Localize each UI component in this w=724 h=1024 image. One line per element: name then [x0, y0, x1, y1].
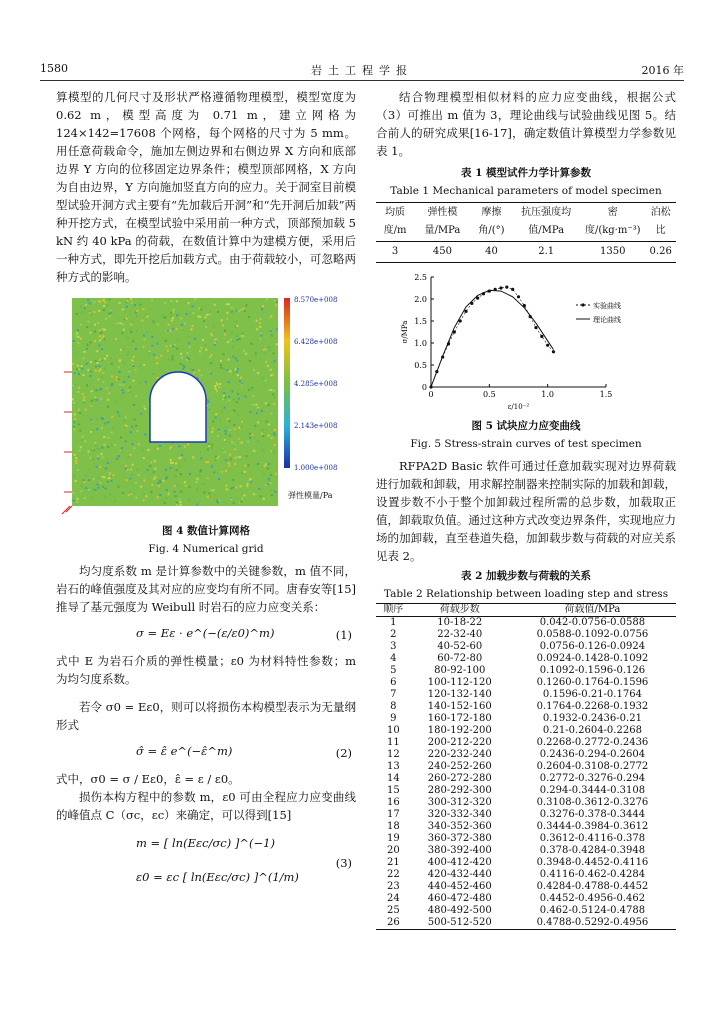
data-point-experimental: [464, 310, 467, 313]
tunnel-opening: [150, 372, 206, 442]
equation-number: (2): [335, 746, 352, 760]
data-point-experimental: [552, 350, 555, 353]
y-tick-label: 2.5: [414, 273, 427, 282]
table-cell: 500-512-520: [411, 917, 509, 930]
table-cell: 20: [386, 845, 400, 856]
y-tick-label: 1.5: [414, 317, 427, 326]
data-point-experimental: [540, 335, 543, 338]
table-cell: 5: [390, 665, 397, 676]
table-cell: 140-152-160: [427, 701, 492, 712]
data-point-experimental: [441, 355, 444, 358]
table-body: [376, 617, 676, 930]
table-cell: 0.1596-0.21-0.1764: [542, 689, 642, 700]
color-bar: [284, 298, 290, 468]
table-cell: 2.1: [512, 242, 580, 263]
table-cell: 17: [386, 809, 400, 820]
paragraph: 结合物理模型相似材料的应力应变曲线，根据公式（3）可推出 m 值为 3，理论曲线与试验曲线见图 5。结合前人的研究成果[16-17]，确定数值计算模型力学参数见表 1。: [376, 90, 676, 158]
equation-number: (3): [335, 856, 352, 870]
numerical-grid-image: [56, 292, 356, 522]
table-cell: 22: [386, 869, 400, 880]
legend-label: 实验曲线: [593, 302, 621, 310]
table-row: [376, 713, 676, 725]
table-row: [376, 833, 676, 845]
y-axis-label: σ/MPa: [401, 320, 409, 344]
colorbar-unit: 弹性模量/Pa: [288, 491, 333, 500]
equation-body: σ̂ = ε̂ e^(−ε̂^m): [136, 744, 233, 758]
table-cell: 0.378-0.4284-0.3948: [539, 845, 646, 856]
table-row: [376, 893, 676, 905]
table-cell: 300-312-320: [427, 797, 492, 808]
table-2: [376, 603, 676, 930]
data-point-experimental: [511, 288, 514, 291]
table-cell: 13: [386, 761, 400, 772]
data-point-experimental: [505, 286, 508, 289]
figure-caption-cn: 图 5 试块应力应变曲线: [471, 420, 581, 432]
table-header: 顺序: [376, 604, 411, 617]
paragraph: 若令 σ0 = Eε0，则可以将损伤本构模型表示为无量纲形式: [56, 700, 356, 732]
figure-5: [376, 267, 676, 417]
data-point-experimental: [435, 370, 438, 373]
paragraph: 算模型的几何尺寸及形状严格遵循物理模型，模型宽度为 0.62 m，模型高度为 0.71 m，建立网格为124×142=17608 个网格，每个网格的尺寸为 5 mm。用任意荷载命令，施加左侧边界和右侧边界 X 方向和底部边界 Y 方向的位移固定边界条件；模型顶部网格，X 方向为自由边界，Y 方向施加竖直方向的应力。关于洞室目前模型试验开洞方式主要有“先加载后开洞”和“先开洞后加载”两种开挖方式，在模型试验中采用前一种方式，顶部预加载 5 kN 约 40 kPa 的荷载，在数值计算中为建模方便，采用后一种方式，即先开挖后加载方式。由于荷载较小，可忽略两种方式的影响。: [56, 90, 356, 284]
equation-description: 式中 E 为岩石介质的弹性模量；ε0 为材料特性参数；m 为均匀度系数。: [56, 654, 356, 686]
equation-body: ε0 = εc [ ln(Eεc/σc) ]^(1/m): [136, 870, 299, 884]
table-cell: 380-392-400: [427, 845, 492, 856]
figure-caption-en: Fig. 4 Numerical grid: [148, 543, 264, 555]
table-cell: 360-372-380: [427, 833, 492, 844]
table-cell: 10-18-22: [437, 617, 483, 628]
table-row: [376, 701, 676, 713]
table-cell: 0.3948-0.4452-0.4116: [536, 857, 649, 868]
table-cell: 9: [390, 713, 397, 724]
table-row: [376, 242, 676, 263]
table-cell: 11: [386, 737, 400, 748]
equation-3: [56, 824, 356, 904]
figure-caption-en: Fig. 5 Stress-strain curves of test specimen: [410, 438, 642, 450]
equation-2: [56, 734, 356, 770]
page-number: 1580: [40, 62, 68, 75]
table-cell: 24: [386, 893, 400, 904]
table-caption-en: Table 2 Relationship between loading step and stress: [383, 588, 669, 600]
data-point-experimental: [482, 292, 485, 295]
boundary-markers: [62, 372, 72, 514]
legend-label: 理论曲线: [593, 316, 621, 324]
table-cell: 0.462-0.5124-0.4788: [539, 905, 646, 916]
table-cell: 40-52-60: [437, 641, 483, 652]
table-cell: 0.2604-0.3108-0.2772: [536, 761, 649, 772]
page-header: [40, 62, 684, 81]
table-row: [376, 809, 676, 821]
colorbar-label: 8.570e+008: [294, 296, 338, 304]
table-row: [376, 797, 676, 809]
table-cell: 3: [390, 641, 397, 652]
table-cell: 0.2772-0.3276-0.294: [539, 773, 646, 784]
table-header: 荷载步数: [411, 604, 509, 617]
table-row: [376, 761, 676, 773]
table-cell: 200-212-220: [427, 737, 492, 748]
table-cell: 440-452-460: [427, 881, 492, 892]
x-axis-label: ε/10⁻²: [507, 403, 530, 411]
table-row: [376, 653, 676, 665]
stress-strain-chart: [376, 267, 676, 417]
table-row: [376, 689, 676, 701]
equation-number: (1): [335, 628, 352, 642]
table-row: [376, 821, 676, 833]
series-line-theory: [431, 290, 554, 387]
table-cell: 1: [390, 617, 397, 628]
figure-4: [56, 292, 356, 522]
table-cell: 0.21-0.2604-0.2268: [542, 725, 642, 736]
x-tick-label: 1.0: [541, 390, 555, 399]
data-point-experimental: [470, 302, 473, 305]
paragraph: 损伤本构方程中的参数 m，ε0 可由全程应力应变曲线的峰值点 C（σc，εc）来确定，可以得到[15]: [56, 790, 356, 822]
legend-marker-experimental: [581, 303, 584, 306]
table-cell: 0.0588-0.1092-0.0756: [536, 629, 649, 640]
table-cell: 0.0924-0.1428-0.1092: [536, 653, 649, 664]
data-point-experimental: [476, 297, 479, 300]
table-cell: 0.4788-0.5292-0.4956: [509, 917, 676, 930]
table-cell: 120-132-140: [427, 689, 492, 700]
data-point-experimental: [488, 289, 491, 292]
table-header: 泊松比: [645, 203, 676, 242]
table-cell: 10: [386, 725, 400, 736]
table-cell: 280-292-300: [427, 785, 492, 796]
journal-name: 岩土工程学报: [311, 64, 413, 77]
table-cell: 0.3444-0.3984-0.3612: [536, 821, 649, 832]
table-row: [376, 737, 676, 749]
table-cell: 160-172-180: [427, 713, 492, 724]
colorbar-label: 4.285e+008: [294, 380, 338, 388]
y-tick-label: 0: [421, 383, 427, 392]
table-1: [376, 202, 676, 263]
table-row: [376, 677, 676, 689]
data-point-experimental: [429, 385, 432, 388]
table-row: [376, 881, 676, 893]
table-header: 摩擦角/(°): [471, 203, 512, 242]
table-row: [376, 725, 676, 737]
table-header: 均质度/m: [376, 203, 414, 242]
table-cell: 260-272-280: [427, 773, 492, 784]
figure-caption-cn: 图 4 数值计算网格: [161, 525, 251, 537]
table-cell: 0.3108-0.3612-0.3276: [536, 797, 649, 808]
paragraph: 均匀度系数 m 是计算参数中的关键参数，m 值不同，岩石的峰值强度及其对应的应变均有所不同。唐春安等[15]推导了基元强度为 Weibull 时岩石的应力应变关系：: [56, 564, 356, 614]
table-cell: 2: [390, 629, 397, 640]
colorbar-label: 2.143e+008: [294, 422, 338, 430]
equation-description: 式中，σ0 = σ / Eε0，ε̂ = ε / ε0。: [56, 772, 240, 786]
table-cell: 80-92-100: [434, 665, 486, 676]
right-column: [376, 88, 676, 930]
table-cell: 16: [386, 797, 400, 808]
table-cell: 0.042-0.0756-0.0588: [539, 617, 646, 628]
table-cell: 460-472-480: [427, 893, 492, 904]
y-tick-label: 0.5: [414, 361, 427, 370]
table-cell: 100-112-120: [427, 677, 492, 688]
table-cell: 23: [386, 881, 400, 892]
table-header: 抗压强度均值/MPa: [512, 203, 580, 242]
table-header: 弹性模量/MPa: [414, 203, 471, 242]
table-cell: 40: [471, 242, 512, 263]
table-row: [376, 641, 676, 653]
data-point-experimental: [494, 288, 497, 291]
table-cell: 320-332-340: [427, 809, 492, 820]
table-row: [376, 905, 676, 917]
table-row: [376, 869, 676, 881]
table-cell: 22-32-40: [437, 629, 483, 640]
table-cell: 0.3276-0.378-0.3444: [539, 809, 646, 820]
data-point-experimental: [447, 342, 450, 345]
table-cell: 0.294-0.3444-0.3108: [539, 785, 646, 796]
table-row: [376, 617, 676, 630]
table-cell: 8: [390, 701, 397, 712]
table-row: [376, 845, 676, 857]
table-cell: 0.4284-0.4788-0.4452: [536, 881, 649, 892]
table-caption-en: Table 1 Mechanical parameters of model specimen: [390, 185, 662, 197]
data-point-experimental: [499, 286, 502, 289]
table-cell: 7: [390, 689, 397, 700]
colorbar-label: 6.428e+008: [294, 338, 338, 346]
table-cell: 1350: [580, 242, 645, 263]
table-row: [376, 629, 676, 641]
x-tick-label: 0: [428, 390, 434, 399]
table-cell: 450: [414, 242, 471, 263]
table-cell: 480-492-500: [427, 905, 492, 916]
data-point-experimental: [529, 315, 532, 318]
data-point-experimental: [523, 304, 526, 307]
y-tick-label: 2.0: [414, 295, 427, 304]
y-tick-label: 1.0: [414, 339, 427, 348]
equation-1: [56, 616, 356, 652]
data-point-experimental: [459, 319, 462, 322]
table-cell: 12: [386, 749, 400, 760]
table-cell: 26: [376, 917, 411, 930]
data-point-experimental: [517, 295, 520, 298]
table-cell: 0.1932-0.2436-0.21: [542, 713, 642, 724]
table-cell: 0.2436-0.294-0.2604: [539, 749, 646, 760]
table-cell: 0.4452-0.4956-0.462: [539, 893, 646, 904]
year: 2016 年: [641, 64, 684, 77]
table-cell: 340-352-360: [427, 821, 492, 832]
table-header: 密度/(kg·m⁻³): [580, 203, 645, 242]
table-cell: 180-192-200: [427, 725, 492, 736]
table-cell: 15: [386, 785, 400, 796]
table-cell: 14: [386, 773, 400, 784]
table-row: [376, 917, 676, 930]
equation-body: m = [ ln(Eεc/σc) ]^(−1): [136, 836, 275, 850]
table-cell: 0.1260-0.1764-0.1596: [536, 677, 649, 688]
table-cell: 0.26: [645, 242, 676, 263]
table-row: [376, 665, 676, 677]
table-cell: 0.2268-0.2772-0.2436: [536, 737, 649, 748]
table-cell: 0.4116-0.462-0.4284: [539, 869, 646, 880]
table-cell: 21: [386, 857, 400, 868]
x-tick-label: 0.5: [482, 390, 496, 399]
table-cell: 19: [386, 833, 400, 844]
table-cell: 0.0756-0.126-0.0924: [539, 641, 646, 652]
table-caption-cn: 表 2 加载步数与荷载的关系: [460, 570, 592, 582]
paragraph: RFPA2D Basic 软件可通过任意加载实现对边界荷载进行加载和卸载，用求解控制器来控制实际的加载和卸载，设置步数不小于整个加卸载过程所需的总步数，加载取正值，卸载取负值。通过这种方式改变边界条件，实现地应力场的加卸载，直至巷道失稳，加卸载步数与荷载的对应关系见表 2。: [376, 459, 676, 563]
table-cell: 0.3612-0.4116-0.378: [539, 833, 646, 844]
table-row: [376, 857, 676, 869]
colorbar-label: 1.000e+008: [294, 464, 338, 472]
data-point-experimental: [453, 330, 456, 333]
x-tick-label: 1.5: [599, 390, 613, 399]
table-cell: 0.1092-0.1596-0.126: [539, 665, 646, 676]
table-header: 荷载值/MPa: [509, 604, 676, 617]
table-cell: 0.1764-0.2268-0.1932: [536, 701, 649, 712]
data-point-experimental: [534, 326, 537, 329]
series-line-experimental: [431, 287, 554, 387]
table-row: [376, 785, 676, 797]
table-cell: 240-252-260: [427, 761, 492, 772]
table-cell: 3: [376, 242, 414, 263]
table-cell: 400-412-420: [427, 857, 492, 868]
table-cell: 220-232-240: [427, 749, 492, 760]
table-row: [376, 773, 676, 785]
table-cell: 18: [386, 821, 400, 832]
table-cell: 60-72-80: [437, 653, 483, 664]
table-cell: 25: [386, 905, 400, 916]
data-point-experimental: [546, 344, 549, 347]
table-cell: 6: [390, 677, 397, 688]
table-caption-cn: 表 1 模型试件力学计算参数: [460, 167, 592, 179]
left-column: [56, 88, 356, 904]
table-cell: 4: [390, 653, 397, 664]
equation-body: σ = Eε · e^(−(ε/ε0)^m): [136, 626, 275, 640]
table-cell: 420-432-440: [427, 869, 492, 880]
table-row: [376, 749, 676, 761]
